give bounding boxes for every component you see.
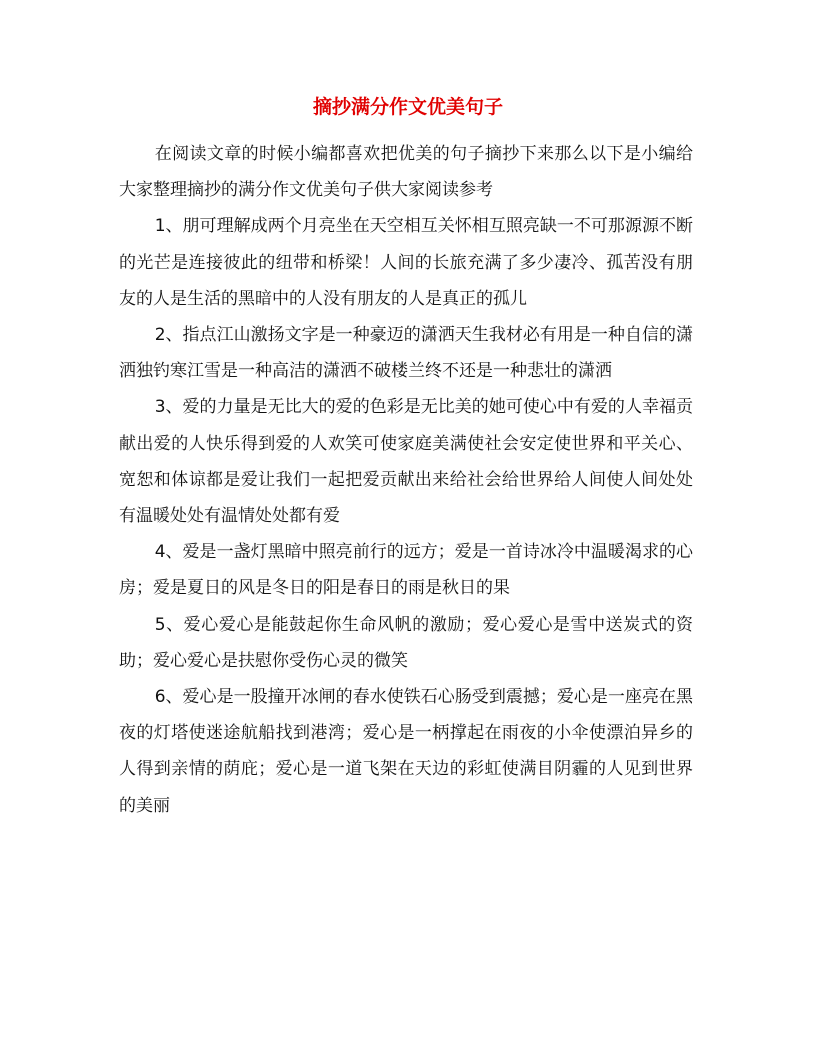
paragraph-4: 4、爱是一盏灯黑暗中照亮前行的远方；爱是一首诗冰冷中温暖渴求的心房；爱是夏日的风是冬日的阳是春日的雨是秋日的果 (119, 542, 693, 599)
paragraph-3: 3、爱的力量是无比大的爱的色彩是无比美的她可使心中有爱的人幸福贡献出爱的人快乐得到爱的人欢笑可使家庭美满使社会安定使世界和平关心、宽恕和体谅都是爱让我们一起把爱贡献出来给社会给世界给人间使人间处处有温暖处处有温情处处都有爱 (119, 397, 693, 527)
paragraph-1: 1、朋可理解成两个月亮坐在天空相互关怀相互照亮缺一不可那源源不断的光芒是连接彼此的纽带和桥梁！人间的长旅充满了多少凄冷、孤苦没有朋友的人是生活的黑暗中的人没有朋友的人是真正的孤儿 (119, 216, 693, 309)
document-title: 摘抄满分作文优美句子 (312, 96, 503, 118)
paragraph-intro: 在阅读文章的时候小编都喜欢把优美的句子摘抄下来那么以下是小编给大家整理摘抄的满分作文优美句子供大家阅读参考 (119, 144, 693, 201)
paragraph-6: 6、爱心是一股撞开冰闸的春水使铁石心肠受到震撼；爱心是一座亮在黑夜的灯塔使迷途航船找到港湾；爱心是一柄撑起在雨夜的小伞使漂泊异乡的人得到亲情的荫庇；爱心是一道飞架在天边的彩虹使满目阴霾的人见到世界的美丽 (119, 687, 693, 816)
paragraph-2: 2、指点江山激扬文字是一种豪迈的潇洒天生我材必有用是一种自信的潇洒独钓寒江雪是一种高洁的潇洒不破楼兰终不还是一种悲壮的潇洒 (119, 325, 693, 382)
document-body (119, 136, 693, 824)
paragraph-5: 5、爱心爱心是能鼓起你生命风帆的激励；爱心爱心是雪中送炭式的资助；爱心爱心是扶慰你受伤心灵的微笑 (119, 614, 693, 671)
